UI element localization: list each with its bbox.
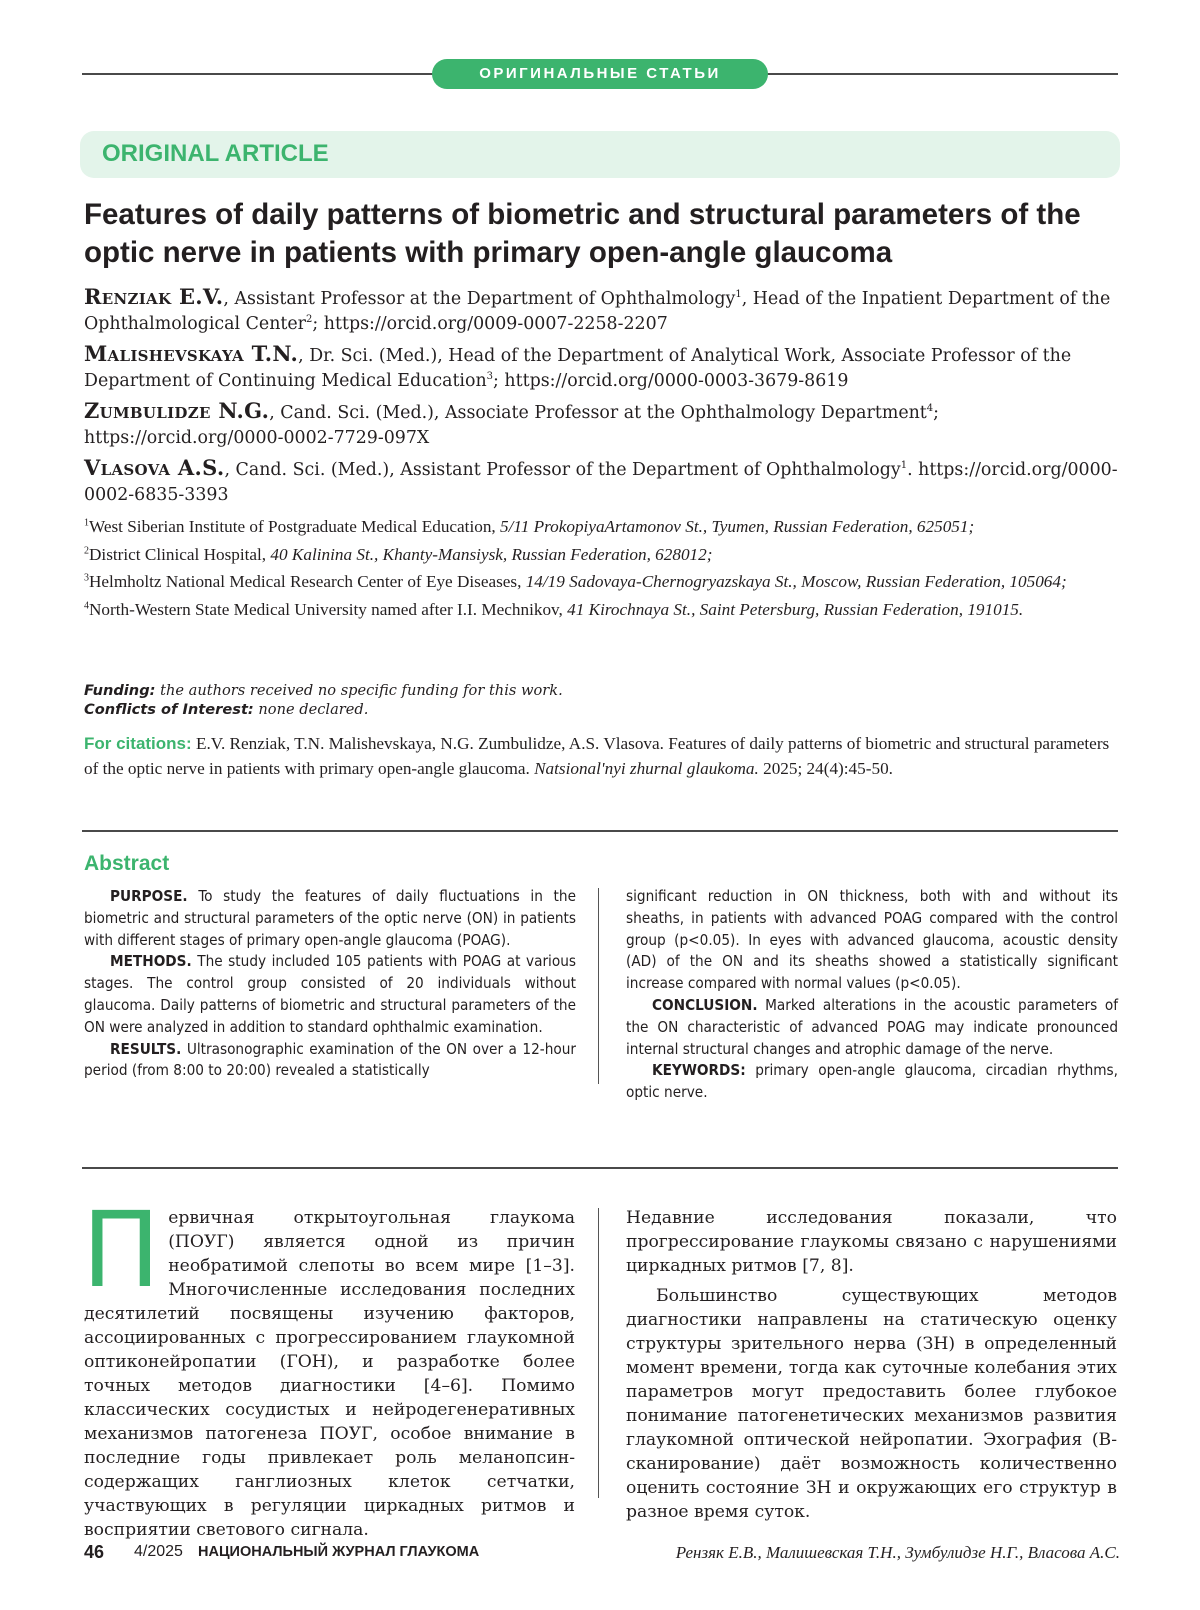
body-right-column	[626, 1206, 1117, 1530]
conclusion-text: Marked alterations in the acoustic parameters of the ON characteristic of advanced POAG may indicate pronounced internal structural changes and atrophic damage of the nerve.	[626, 996, 1118, 1058]
abstract-left-column	[84, 886, 576, 1082]
abstract-top-rule	[82, 830, 1118, 832]
affiliation-number: 4	[84, 600, 89, 611]
affiliation-name: District Clinical Hospital,	[89, 545, 270, 564]
body-top-rule	[82, 1167, 1118, 1169]
author-name: Vlasova A.S.	[84, 455, 224, 480]
drop-cap: П	[82, 1206, 160, 1298]
author-orcid: ; https://orcid.org/0009-0007-2258-2207	[312, 314, 667, 334]
author-name: Renziak E.V.	[84, 284, 223, 309]
purpose-text: To study the features of daily fluctuations in the biometric and structural parameters of the optic nerve (ON) in patients with different stages of primary open-angle glaucoma (POAG).	[84, 887, 576, 949]
citation-block	[84, 732, 1120, 781]
conflicts-line	[84, 700, 1120, 719]
author-orcid: ; https://orcid.org/0000-0002-7729-097X	[84, 403, 939, 448]
body-paragraph	[84, 1206, 575, 1542]
abstract-heading: Abstract	[84, 852, 169, 876]
author-orcid: ; https://orcid.org/0000-0003-3679-8619	[493, 371, 848, 391]
abstract-results	[84, 1039, 576, 1083]
author-orcid: . https://orcid.org/0000-0002-6835-3393	[84, 460, 1118, 505]
funding-block	[84, 681, 1120, 719]
body-left-column	[84, 1206, 575, 1548]
author-position: , Assistant Professor at the Department of Ophthalmology	[223, 289, 735, 309]
funding-line	[84, 681, 1120, 700]
affiliation-name: West Siberian Institute of Postgraduate Medical Education,	[89, 517, 500, 536]
affiliation-entry	[84, 598, 1120, 623]
affiliation-number: 1	[84, 517, 89, 528]
author-entry	[84, 398, 1120, 451]
abstract-keywords	[626, 1060, 1118, 1104]
affiliation-entry	[84, 515, 1120, 540]
body-column-divider	[598, 1208, 599, 1498]
affiliation-number: 2	[84, 545, 89, 556]
article-title: Features of daily patterns of biometric and structural parameters of the optic nerve in patients with primary open-angle glaucoma	[84, 196, 1114, 272]
affiliation-address: 14/19 Sadovaya-Chernogryazskaya St., Moscow, Russian Federation, 105064;	[526, 572, 1067, 591]
abstract-column-divider	[598, 888, 599, 1084]
author-position: , Head of the Inpatient Department of the Ophthalmological Center	[84, 289, 1110, 334]
affiliation-entry	[84, 543, 1120, 568]
body-paragraph: Недавние исследования показали, что прогрессирование глаукомы связано с нарушениями циркадных ритмов [7, 8].	[626, 1206, 1117, 1278]
affiliation-name: North-Western State Medical University named after I.I. Mechnikov,	[89, 600, 567, 619]
author-position: , Dr. Sci. (Med.), Head of the Department of Analytical Work, Associate Professor of the Department of Continuing Medical Education	[84, 346, 1071, 391]
author-entry	[84, 284, 1120, 337]
affiliation-name: Helmholtz National Medical Research Center of Eye Diseases,	[89, 572, 526, 591]
author-position: , Cand. Sci. (Med.), Assistant Professor of the Department of Ophthalmology	[224, 460, 900, 480]
abstract-conclusion	[626, 995, 1118, 1060]
page-number: 46	[84, 1542, 104, 1563]
affiliation-marker: 3	[487, 371, 493, 382]
abstract-methods	[84, 951, 576, 1038]
methods-label: METHODS.	[110, 952, 192, 970]
author-name: Malishevskaya T.N.	[84, 341, 298, 366]
author-position: , Cand. Sci. (Med.), Associate Professor at the Ophthalmology Department	[269, 403, 927, 423]
affiliation-marker: 1	[901, 460, 907, 471]
conflicts-text: none declared.	[254, 701, 369, 718]
author-name: Zumbulidze N.G.	[84, 398, 269, 423]
rubric-label: ОРИГИНАЛЬНЫЕ СТАТЬИ	[432, 59, 768, 89]
author-entry	[84, 341, 1120, 394]
issue-number: 4/2025	[134, 1543, 183, 1561]
affiliation-address: 41 Kirochnaya St., Saint Petersburg, Russian Federation, 191015.	[567, 600, 1023, 619]
citation-text: E.V. Renziak, T.N. Malishevskaya, N.G. Zumbulidze, A.S. Vlasova. Features of daily patterns of biometric and structural parameters of the optic nerve in patients with primary open-angle glaucoma.	[84, 734, 1109, 778]
footer-authors: Рензяк Е.В., Малишевская Т.Н., Зумбулидзе Н.Г., Власова А.С.	[676, 1543, 1120, 1563]
affiliation-entry	[84, 570, 1120, 595]
abstract-purpose	[84, 886, 576, 951]
keywords-label: KEYWORDS:	[652, 1061, 746, 1079]
citation-ref: 2025; 24(4):45-50.	[759, 759, 893, 778]
conflicts-label: Conflicts of Interest:	[84, 701, 254, 718]
funding-label: Funding:	[84, 682, 155, 699]
results-label: RESULTS.	[110, 1040, 181, 1058]
methods-text: The study included 105 patients with POAG at various stages. The control group consisted of 20 individuals without glaucoma. Daily patterns of biometric and structural parameters of the ON were analyzed in addition to standard ophthalmic examination.	[84, 952, 576, 1035]
funding-text: the authors received no specific funding for this work.	[155, 682, 562, 699]
citation-journal: Natsional'nyi zhurnal glaukoma.	[534, 759, 759, 778]
affiliation-address: 5/11 ProkopiyaArtamonov St., Tyumen, Russian Federation, 625051;	[500, 517, 974, 536]
journal-name: НАЦИОНАЛЬНЫЙ ЖУРНАЛ ГЛАУКОМА	[198, 1544, 479, 1560]
abstract-results-continued: significant reduction in ON thickness, both with and without its sheaths, in patients with advanced POAG compared with the control group (p<0.05). In eyes with advanced glaucoma, acoustic density (AD) of the ON and its sheaths showed a statistically significant increase compared with normal values (p<0.05).	[626, 886, 1118, 995]
section-label: ORIGINAL ARTICLE	[102, 140, 329, 168]
purpose-label: PURPOSE.	[110, 887, 188, 905]
author-entry	[84, 455, 1120, 508]
affiliation-marker: 1	[735, 289, 741, 300]
page-footer	[84, 1542, 1120, 1566]
author-list	[84, 284, 1120, 512]
results-text: Ultrasonographic examination of the ON over a 12-hour period (from 8:00 to 20:00) revealed a statistically	[84, 1040, 576, 1080]
section-band	[80, 131, 1120, 178]
conclusion-label: CONCLUSION.	[652, 996, 758, 1014]
body-paragraph: Большинство существующих методов диагностики направлены на статическую оценку структуры зрительного нерва (ЗН) в определенный момент времени, тогда как суточные колебания этих параметров могут предоставить более глубокое понимание патогенетических механизмов развития глаукомной оптической нейропатии. Эхография (В-сканирование) даёт возможность количественно оценить состояние ЗН и окружающих его структур в разное время суток.	[626, 1284, 1117, 1524]
keywords-text: primary open-angle glaucoma, circadian rhythms, optic nerve.	[626, 1061, 1118, 1101]
body-text: ервичная открытоугольная глаукома (ПОУГ) является одной из причин необратимой слепоты во всем мире [1–3]. Многочисленные исследования последних десятилетий посвящены изучению факторов, ассоциированных с прогрессированием глаукомной оптиконейропатии (ГОН), и разработке более точных методов диагностики [4–6]. Помимо классических сосудистых и нейродегенеративных механизмов патогенеза ПОУГ, особое внимание в последние годы привлекает роль меланопсин-содержащих ганглиозных клеток сетчатки, участвующих в регуляции циркадных ритмов и восприятии светового сигнала.	[84, 1208, 575, 1540]
affiliation-number: 3	[84, 572, 89, 583]
affiliation-address: 40 Kalinina St., Khanty-Mansiysk, Russian Federation, 628012;	[270, 545, 712, 564]
abstract-right-column	[626, 886, 1118, 1104]
citation-label: For citations:	[84, 734, 192, 753]
affiliation-marker: 4	[927, 403, 933, 414]
affiliation-list	[84, 515, 1120, 625]
affiliation-marker: 2	[306, 314, 312, 325]
